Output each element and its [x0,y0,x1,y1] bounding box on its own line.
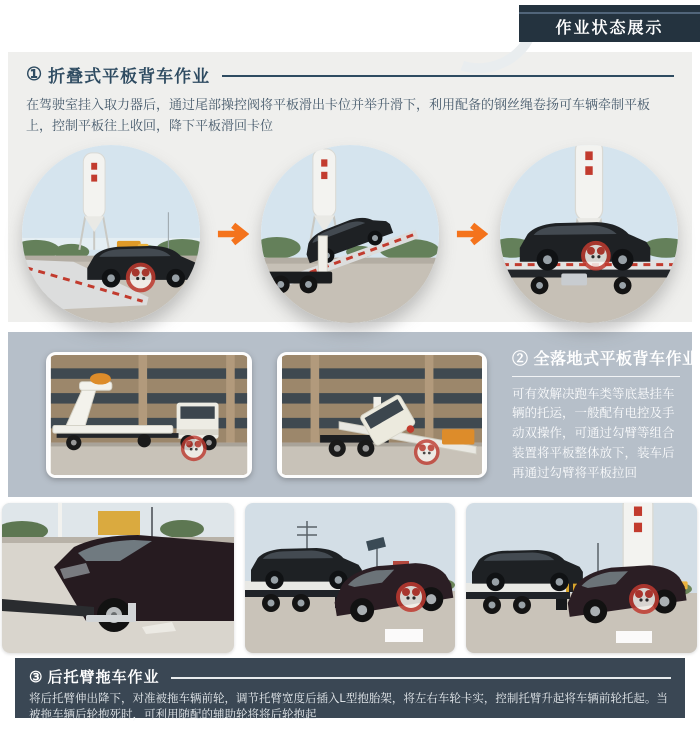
section1-description: 在驾驶室挂入取力器后，通过尾部操控阀将平板滑出卡位并举升滑下，利用配备的钢丝绳卷扬可车辆牵制平板上，控制平板往上收回，降下平板滑回卡位 [26,97,651,134]
section1-title-row [8,62,692,87]
section1-title: 折叠式平板背车作业 [48,67,211,86]
scene-car-approaching-ramp [22,145,200,323]
section-rear-tow-caption [15,658,685,722]
scene-towing-with-silo [466,503,697,653]
rear-tow-photos-row [2,503,698,653]
scene-flatbed-tilted-loading [261,145,439,323]
photo-step3-car-loaded [500,145,678,323]
section1-number: ① [26,64,43,84]
photo-cab-tilted [277,352,487,478]
panda-logo-watermark [183,437,205,459]
photo-towing-wide-view [466,503,697,653]
badge-label: 作业状态展示 [555,20,664,37]
lift-mast [318,236,327,276]
photo-platform-lowered [46,352,252,478]
section2-number: ② [512,350,529,368]
concrete-ground [51,442,247,474]
section-badge [519,5,700,42]
orange-equipment [442,429,474,444]
panda-logo-watermark [583,243,609,269]
section2-title: 全落地式平板背车作业 [533,350,699,368]
section2-description: 可有效解决跑车类等底悬挂车辆的托运，一般配有电控及手动双操作，可通过勾臂等组合装置将平板整体放下，装车后再通过勾臂将平板拉回 [512,386,675,480]
section3-number: ③ [29,668,43,686]
page-header [0,0,700,50]
section2-title-row [512,346,699,377]
scene-towing-with-loaded-bed [245,503,455,653]
photo-car-lifted-rear [245,503,455,653]
title-rule [171,677,671,679]
concrete-ground [261,258,439,323]
blurred-plate [385,629,423,642]
scene-empty-platform-truck [49,355,249,475]
section3-title-row [29,666,671,687]
arrow-right-icon [213,222,249,246]
scene-tow-arm-closeup [2,503,234,653]
section2-text-column [512,346,699,484]
blurred-plate [616,631,652,643]
scene-cab-tilted-platform-down [280,355,484,475]
panda-logo-watermark [398,584,424,610]
panda-logo-watermark [416,441,438,463]
section-full-landing-flatbed [8,332,699,497]
photo-step2-flatbed-tilted [261,145,439,323]
title-rule [222,75,674,77]
photo-tow-arm-under-wheel [2,503,234,653]
panda-logo-watermark [631,586,657,612]
arrow-right-icon [452,222,488,246]
scene-car-on-flatbed [500,145,678,323]
section3-title: 后托臂拖车作业 [47,669,160,686]
section3-description: 将后托臂伸出降下，对准被拖车辆前轮，调节托臂宽度后插入L型抱胎架，将左右车轮卡实，控制托臂升起将车辆前轮托起。当被拖车辆后轮抱死时，可利用随配的辅助轮将将后轮抱起 [29,693,668,722]
panda-logo-watermark [128,265,154,291]
section-folding-flatbed [8,52,692,322]
photo-step1-car-at-ramp [22,145,200,323]
step-photos-row [8,145,692,323]
